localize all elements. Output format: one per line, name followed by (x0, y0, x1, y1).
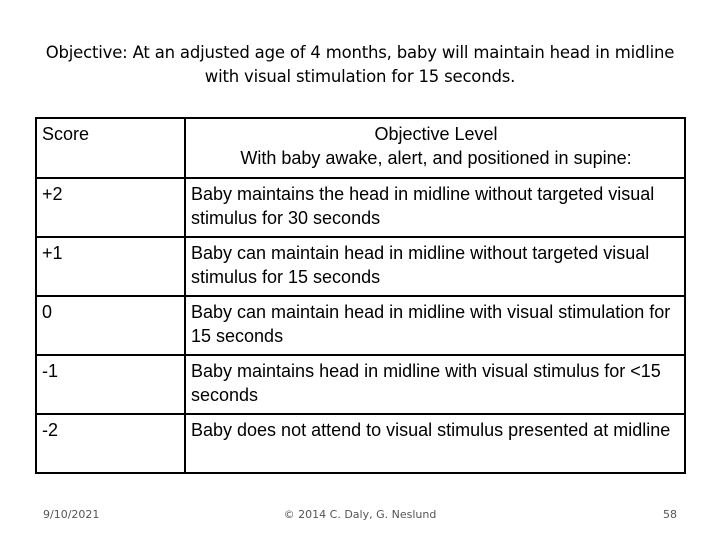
table-header-row (36, 118, 685, 178)
objective-line-1: Objective: At an adjusted age of 4 months, baby will maintain head in midline (45, 43, 675, 62)
score-table (35, 117, 686, 474)
level-cell: Baby can maintain head in midline without targeted visual stimulus for 15 seconds (185, 237, 685, 296)
table-row (36, 414, 685, 473)
page-number: 58 (663, 508, 677, 521)
score-cell: +2 (36, 178, 185, 237)
level-cell: Baby can maintain head in midline with visual stimulation for 15 seconds (185, 296, 685, 355)
level-cell: Baby does not attend to visual stimulus presented at midline (185, 414, 685, 473)
level-cell: Baby maintains head in midline with visual stimulus for <15 seconds (185, 355, 685, 414)
objective-line-2: with visual stimulation for 15 seconds. (204, 67, 516, 86)
score-cell: -1 (36, 355, 185, 414)
score-header: Score (36, 118, 185, 178)
objective-level-title: Objective Level (374, 124, 498, 144)
table-row (36, 355, 685, 414)
score-cell: +1 (36, 237, 185, 296)
score-cell: 0 (36, 296, 185, 355)
objective-level-header (185, 118, 685, 178)
table-row (36, 178, 685, 237)
level-cell: Baby maintains the head in midline without targeted visual stimulus for 30 seconds (185, 178, 685, 237)
footer-copyright: © 2014 C. Daly, G. Neslund (283, 508, 437, 521)
table-row (36, 237, 685, 296)
table-row (36, 296, 685, 355)
objective-level-subtitle: With baby awake, alert, and positioned in supine: (240, 148, 632, 168)
score-cell: -2 (36, 414, 185, 473)
footer-date: 9/10/2021 (43, 508, 100, 521)
objective-statement (30, 41, 690, 89)
